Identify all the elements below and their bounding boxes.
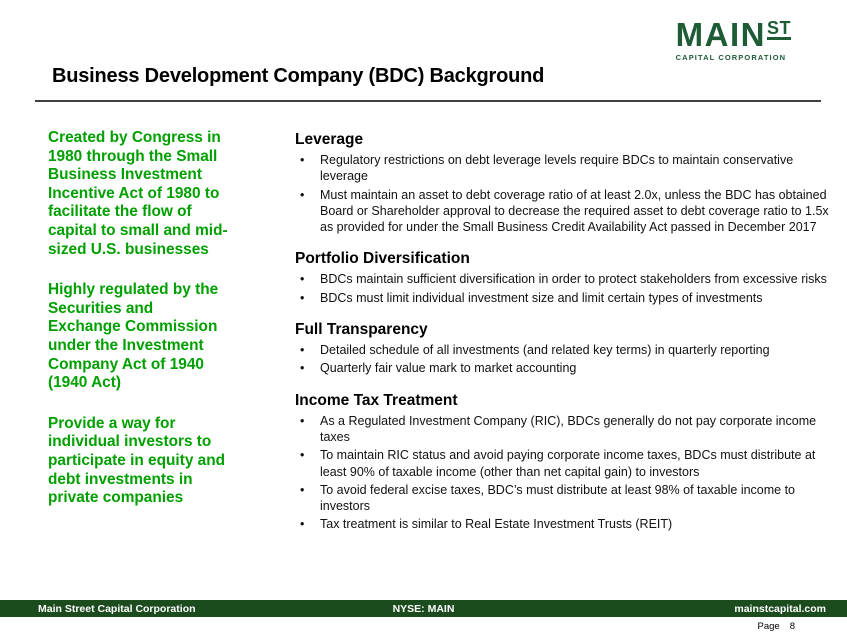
- bullet-item: • Tax treatment is similar to Real Estate Investment Trusts (REIT): [295, 516, 830, 532]
- highlight-paragraph: Created by Congress in 1980 through the Small Business Investment Incentive Act of 1980 to facilitate the flow of capital to small and mid-sized U.S. businesses: [48, 129, 228, 258]
- bullet-item: • Quarterly fair value mark to market accounting: [295, 360, 830, 376]
- section-heading: Full Transparency: [295, 321, 428, 339]
- bullet-item: • Detailed schedule of all investments (and related key terms) in quarterly reporting: [295, 342, 830, 358]
- logo-wordmark: [676, 18, 791, 51]
- section-leverage: [295, 130, 830, 235]
- logo-main-text: MAIN: [675, 16, 766, 53]
- logo-st-superscript: ST: [766, 18, 791, 38]
- footer-ticker: NYSE: MAIN: [392, 603, 455, 615]
- bullet-list: [295, 413, 830, 533]
- page-indicator: [758, 621, 795, 632]
- section-heading: Income Tax Treatment: [295, 391, 458, 409]
- highlight-paragraph: Provide a way for individual investors to participate in equity and debt investments in private companies: [48, 414, 226, 507]
- section-full-transparency: [295, 320, 830, 377]
- page-label: Page: [757, 621, 780, 632]
- bullet-item: • To avoid federal excise taxes, BDC’s must distribute at least 98% of taxable income to investors: [295, 482, 830, 515]
- main-content: [295, 130, 830, 547]
- footer-company: Main Street Capital Corporation: [38, 603, 196, 615]
- page-title: Business Development Company (BDC) Background: [52, 65, 545, 87]
- section-portfolio-diversification: [295, 249, 830, 306]
- bullet-item: • As a Regulated Investment Company (RIC), BDCs generally do not pay corporate income taxes: [295, 413, 830, 446]
- bullet-item: • To maintain RIC status and avoid paying corporate income taxes, BDCs must distribute at least 90% of taxable income (other than net capital gain) to investors: [295, 447, 830, 480]
- bullet-item: • Must maintain an asset to debt coverage ratio of at least 2.0x, unless the BDC has obtained Board or Shareholder approval to decrease the required asset to debt coverage ratio to 1.5x as provided for under the Small Business Credit Availability Act passed in December 2017: [295, 187, 830, 236]
- footer-bar: [0, 600, 847, 617]
- bullet-item: • BDCs must limit individual investment size and limit certain types of investments: [295, 290, 830, 306]
- company-logo: [676, 18, 791, 62]
- bullet-list: [295, 152, 830, 235]
- page-number: 8: [789, 621, 795, 632]
- bullet-item: • BDCs maintain sufficient diversification in order to protect stakeholders from excessive risks: [295, 271, 830, 287]
- bullet-item: • Regulatory restrictions on debt leverage levels require BDCs to maintain conservative leverage: [295, 152, 830, 185]
- logo-tagline: CAPITAL CORPORATION: [675, 53, 787, 62]
- left-column: [48, 129, 230, 530]
- bullet-list: [295, 271, 830, 306]
- highlight-paragraph: Highly regulated by the Securities and Exchange Commission under the Investment Company Act of 1940 (1940 Act): [48, 281, 219, 392]
- section-heading: Leverage: [295, 131, 364, 148]
- section-income-tax-treatment: [295, 391, 830, 533]
- section-heading: Portfolio Diversification: [295, 250, 470, 268]
- title-divider: [35, 100, 821, 102]
- footer-website: mainstcapital.com: [734, 603, 826, 615]
- bullet-list: [295, 342, 830, 377]
